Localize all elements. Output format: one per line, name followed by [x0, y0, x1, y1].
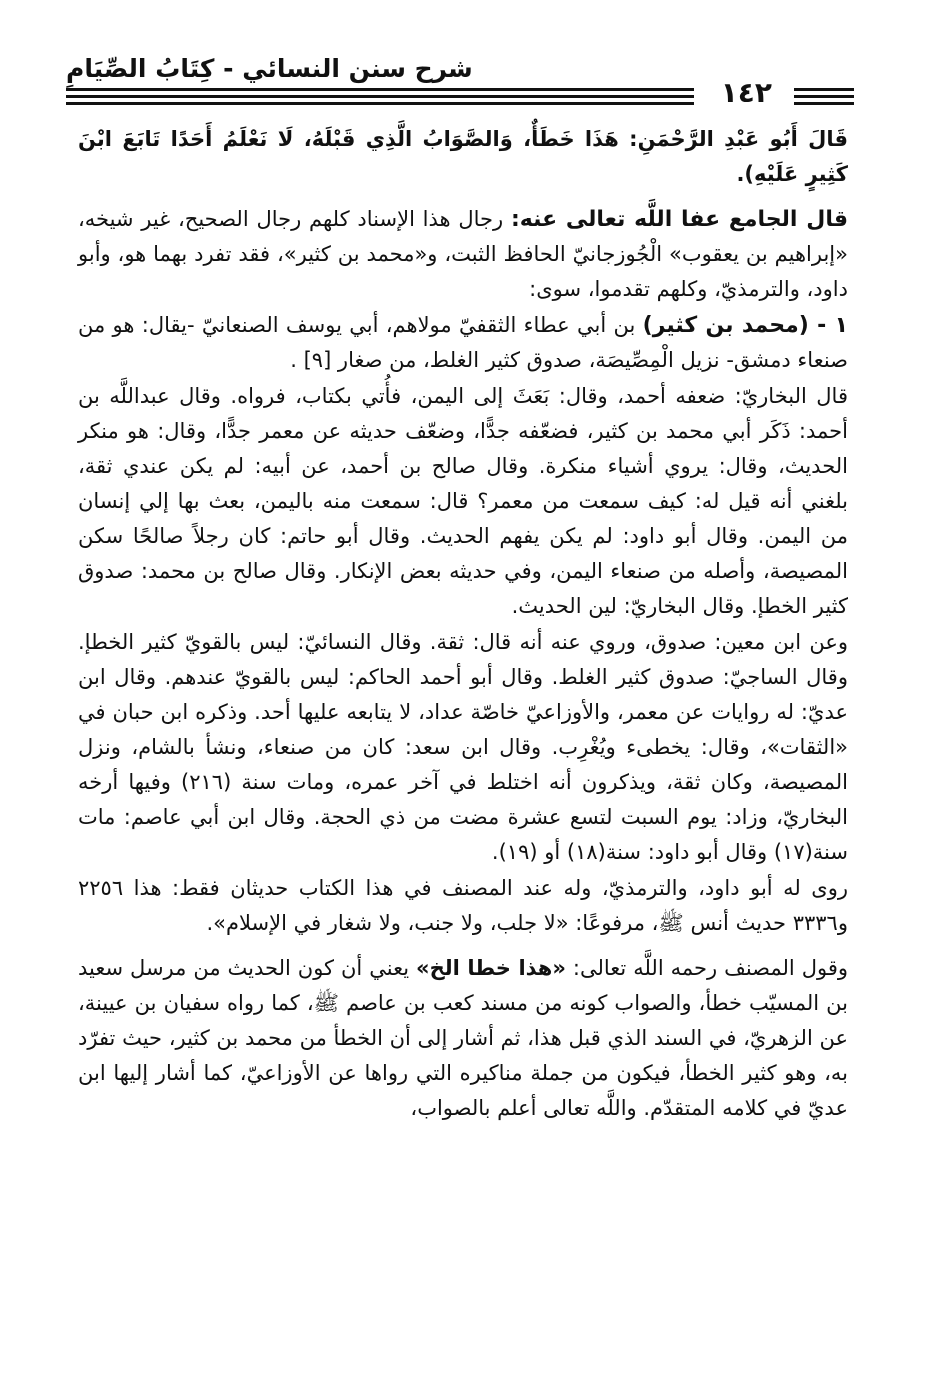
header-rule [66, 102, 694, 105]
hadith-conclusion: قَالَ أَبُو عَبْدِ الرَّحْمَنِ: هَذَا خَطَأٌ، وَالصَّوَابُ الَّذِي قَبْلَهُ، لَا نَعْلَمُ أَحَدًا تَابَعَ ابْنَ كَثِيرٍ عَلَيْهِ). [78, 127, 848, 186]
page-number: ١٤٢ [720, 76, 772, 109]
narrator-hadith-count: روى له أبو داود، والترمذيّ، وله عند المصنف في هذا الكتاب حديثان فقط: هذا ٢٢٥٦ و٣٣٣٦ حديث أنس ﷺ، مرفوعًا: «لا جلب، ولا جنب، ولا شغار في الإسلام». [78, 876, 848, 935]
commentary-text: رجال هذا الإسناد كلهم رجال الصحيح، غير شيخه، «إبراهيم بن يعقوب» الْجُوزجانيّ الحافظ الثبت، و«محمد بن كثير»، فقد تفرد بهما هو، وأبو داود، والترمذيّ، وكلهم تقدموا، سوى: [78, 207, 848, 301]
explanation-prefix: وقول المصنف رحمه اللَّه تعالى: [565, 956, 849, 980]
header-rule [66, 88, 694, 91]
page-header [66, 52, 854, 112]
page-body [78, 122, 848, 1347]
header-rule [794, 102, 854, 105]
narrator-assessment: وعن ابن معين: صدوق، وروي عنه أنه قال: ثقة. وقال النسائيّ: ليس بالقويّ كثير الخطإ. وقال الساجيّ: صدوق كثير الغلط. وقال أبو أحمد الحاكم: ليس بالقويّ عندهم. وقال ابن عديّ: له روايات عن معمر، والأوزاعيّ خاصّة عداد، لا يتابعه عليها أحد. وذكره ابن حبان في «الثقات»، وقال: يخطىء ويُغْرِب. وقال ابن سعد: كان من صنعاء، ونشأ بالشام، ونزل المصيصة، وكان ثقة، ويذكرون أنه اختلط في آخر عمره، ومات سنة (٢١٦) وفيها أرخه البخاريّ، وزاد: يوم السبت لتسع عشرة مضت من ذي الحجة. وقال ابن أبي عاصم: مات سنة(١٧) وقال أبو داود: سنة(١٨) أو (١٩). [78, 630, 848, 864]
running-title: شرح سنن النسائي - كِتَابُ الصِّيَامِ [66, 54, 473, 83]
narrator-description: بن أبي عطاء الثقفيّ مولاهم، أبي يوسف الصنعانيّ -يقال: هو من صنعاء دمشق- نزيل الْمِصِّيصَة، صدوق كثير الغلط، من صغار [٩] . [78, 313, 848, 372]
narrator-entry [78, 308, 848, 378]
header-rule [794, 88, 854, 91]
author-explanation [78, 951, 848, 1126]
explanation-text: يعني أن كون الحديث من مرسل سعيد بن المسيّب خطأ، والصواب كونه من مسند كعب بن عاصم ﷺ، كما رواه سفيان بن عيينة، عن الزهريّ، في السند الذي قبل هذا، ثم أشار إلى أن الخطأ من محمد بن كثير، حيث تفرّد به، وهو كثير الخطأ، فيكون من جملة مناكيره التي رواها عن الأوزاعيّ، كما أشار إليها ابن عديّ في كلامه المتقدّم. واللَّه تعالى أعلم بالصواب، [78, 956, 848, 1120]
commentator-label: قال الجامع عفا اللَّه تعالى عنه: [510, 207, 848, 232]
header-rule [794, 95, 854, 98]
narrator-name: ١ - (محمد بن كثير) [642, 313, 849, 338]
narrator-criticism: قال البخاريّ: ضعفه أحمد، وقال: بَعَثَ إلى اليمن، فأُتي بكتاب، فرواه. وقال عبداللَّه بن أحمد: ذَكَر أبي محمد بن كثير، فضعّفه جدًّا، وضعّف حديثه عن معمر جدًّا، وقال: هو منكر الحديث، وقال: يروي أشياء منكرة. وقال صالح بن أحمد، عن أبيه: لم يكن عندي ثقة، بلغني أنه قيل له: كيف سمعت من معمر؟ قال: سمعت منه باليمن، بعث بها إلي إنسان من اليمن. وقال أبو داود: لم يكن يفهم الحديث. وقال أبو حاتم: كان رجلاً صالحًا سكن المصيصة، وأصله من صنعاء اليمن، وفي حديثه بعض الإنكار. وقال صالح بن محمد: صدوق كثير الخطإ. وقال البخاريّ: لين الحديث. [78, 384, 848, 618]
commentary-intro [78, 202, 848, 307]
header-rule [66, 95, 694, 98]
quoted-phrase: «هذا خطا الخ» [416, 956, 566, 980]
